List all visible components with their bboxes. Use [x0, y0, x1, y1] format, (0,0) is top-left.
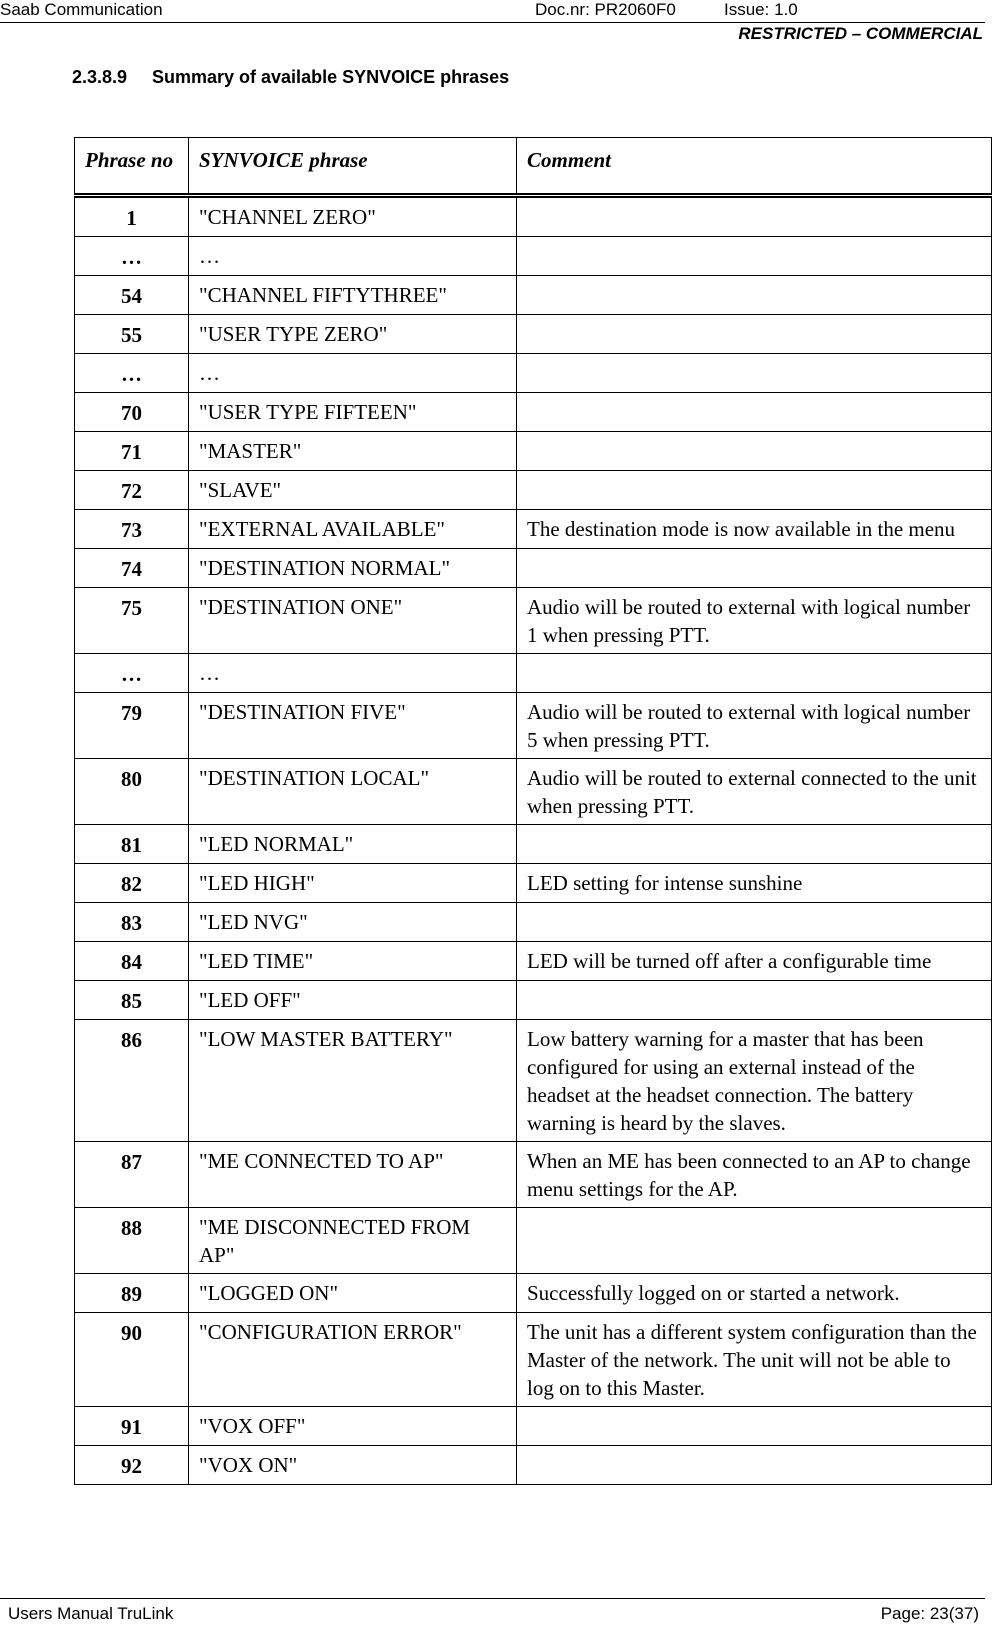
table-row — [75, 1208, 992, 1274]
table-row — [75, 903, 992, 942]
synvoice-phrases-table — [74, 137, 992, 1485]
phrase-number-cell: 81 — [75, 825, 189, 864]
table-row — [75, 864, 992, 903]
section-number: 2.3.8.9 — [72, 67, 128, 87]
phrase-text-cell: "DESTINATION ONE" — [189, 588, 517, 654]
issue-number: Issue: 1.0 — [724, 0, 798, 19]
phrase-number-cell: … — [75, 354, 189, 393]
phrase-number-cell: 71 — [75, 432, 189, 471]
column-header-synvoice-phrase: SYNVOICE phrase — [189, 138, 517, 196]
table-row — [75, 1446, 992, 1485]
phrase-text-cell: "EXTERNAL AVAILABLE" — [189, 510, 517, 549]
table-row — [75, 354, 992, 393]
comment-cell — [517, 654, 992, 693]
table-row — [75, 942, 992, 981]
phrase-number-cell: 54 — [75, 276, 189, 315]
comment-cell: Audio will be routed to external with logical number 5 when pressing PTT. — [517, 693, 992, 759]
table-row — [75, 393, 992, 432]
phrase-text-cell: "LED TIME" — [189, 942, 517, 981]
phrase-text-cell: "DESTINATION NORMAL" — [189, 549, 517, 588]
table-row — [75, 471, 992, 510]
comment-cell — [517, 1208, 992, 1274]
phrase-number-cell: 79 — [75, 693, 189, 759]
phrase-text-cell: "ME CONNECTED TO AP" — [189, 1142, 517, 1208]
phrase-number-cell: 88 — [75, 1208, 189, 1274]
column-header-comment: Comment — [517, 138, 992, 196]
phrase-text-cell: "CHANNEL ZERO" — [189, 196, 517, 237]
comment-cell — [517, 903, 992, 942]
table-header-row — [75, 138, 992, 196]
phrase-text-cell: "CHANNEL FIFTYTHREE" — [189, 276, 517, 315]
manual-title: Users Manual TruLink — [8, 1604, 174, 1623]
phrase-text-cell: "VOX OFF" — [189, 1407, 517, 1446]
comment-cell — [517, 981, 992, 1020]
phrase-text-cell: "CONFIGURATION ERROR" — [189, 1313, 517, 1407]
phrase-number-cell: 90 — [75, 1313, 189, 1407]
table-row — [75, 981, 992, 1020]
table-row — [75, 549, 992, 588]
phrase-number-cell: 92 — [75, 1446, 189, 1485]
comment-cell — [517, 237, 992, 276]
table-row — [75, 825, 992, 864]
phrase-text-cell: "ME DISCONNECTED FROM AP" — [189, 1208, 517, 1274]
phrase-text-cell: "SLAVE" — [189, 471, 517, 510]
phrase-number-cell: 70 — [75, 393, 189, 432]
comment-cell: Audio will be routed to external with logical number 1 when pressing PTT. — [517, 588, 992, 654]
document-number: Doc.nr: PR2060F0 — [535, 0, 676, 19]
classification-label: RESTRICTED – COMMERCIAL — [738, 24, 983, 43]
comment-cell: Successfully logged on or started a network. — [517, 1274, 992, 1313]
phrase-text-cell: "LED HIGH" — [189, 864, 517, 903]
comment-cell: LED will be turned off after a configurable time — [517, 942, 992, 981]
comment-cell — [517, 549, 992, 588]
phrase-number-cell: 91 — [75, 1407, 189, 1446]
phrase-text-cell: "MASTER" — [189, 432, 517, 471]
table-row — [75, 315, 992, 354]
table-row — [75, 654, 992, 693]
comment-cell: The unit has a different system configuration than the Master of the network. The unit will not be able to log on to this Master. — [517, 1313, 992, 1407]
section-title: Summary of available SYNVOICE phrases — [152, 67, 510, 87]
comment-cell — [517, 471, 992, 510]
phrase-number-cell: 75 — [75, 588, 189, 654]
phrase-number-cell: 73 — [75, 510, 189, 549]
comment-cell — [517, 315, 992, 354]
table-row — [75, 1313, 992, 1407]
comment-cell: LED setting for intense sunshine — [517, 864, 992, 903]
phrase-text-cell: "LED OFF" — [189, 981, 517, 1020]
page-footer — [0, 1598, 985, 1629]
phrase-number-cell: … — [75, 654, 189, 693]
table-row — [75, 1407, 992, 1446]
comment-cell — [517, 432, 992, 471]
table-row — [75, 276, 992, 315]
comment-cell — [517, 354, 992, 393]
phrase-number-cell: 86 — [75, 1020, 189, 1142]
phrase-number-cell: 55 — [75, 315, 189, 354]
comment-cell — [517, 1407, 992, 1446]
phrase-text-cell: "VOX ON" — [189, 1446, 517, 1485]
phrase-text-cell: "USER TYPE ZERO" — [189, 315, 517, 354]
phrase-text-cell: … — [189, 237, 517, 276]
table-row — [75, 432, 992, 471]
table-body — [75, 196, 992, 1485]
table-row — [75, 588, 992, 654]
table-row — [75, 196, 992, 237]
phrase-number-cell: 84 — [75, 942, 189, 981]
phrase-number-cell: 1 — [75, 196, 189, 237]
phrase-text-cell: "LED NORMAL" — [189, 825, 517, 864]
table-row — [75, 1142, 992, 1208]
column-header-phrase-no: Phrase no — [75, 138, 189, 196]
comment-cell: Low battery warning for a master that has been configured for using an external instead of the headset at the headset connection. The battery warning is heard by the slaves. — [517, 1020, 992, 1142]
phrase-text-cell: "LED NVG" — [189, 903, 517, 942]
phrase-text-cell: "DESTINATION LOCAL" — [189, 759, 517, 825]
table-row — [75, 237, 992, 276]
phrase-text-cell: "LOGGED ON" — [189, 1274, 517, 1313]
comment-cell — [517, 1446, 992, 1485]
phrase-text-cell: "LOW MASTER BATTERY" — [189, 1020, 517, 1142]
table-row — [75, 759, 992, 825]
phrase-number-cell: 80 — [75, 759, 189, 825]
comment-cell — [517, 825, 992, 864]
comment-cell: Audio will be routed to external connected to the unit when pressing PTT. — [517, 759, 992, 825]
table-row — [75, 1274, 992, 1313]
page-header — [0, 0, 985, 23]
phrase-number-cell: 89 — [75, 1274, 189, 1313]
phrase-number-cell: 85 — [75, 981, 189, 1020]
page-number: Page: 23(37) — [880, 1604, 979, 1623]
comment-cell — [517, 196, 992, 237]
table-row — [75, 1020, 992, 1142]
table-row — [75, 693, 992, 759]
phrase-number-cell: 82 — [75, 864, 189, 903]
comment-cell — [517, 393, 992, 432]
phrase-number-cell: 74 — [75, 549, 189, 588]
phrase-number-cell: 72 — [75, 471, 189, 510]
phrase-number-cell: … — [75, 237, 189, 276]
company-name: Saab Communication — [0, 0, 163, 19]
comment-cell: The destination mode is now available in the menu — [517, 510, 992, 549]
phrase-text-cell: … — [189, 654, 517, 693]
comment-cell — [517, 276, 992, 315]
phrase-text-cell: "USER TYPE FIFTEEN" — [189, 393, 517, 432]
table-row — [75, 510, 992, 549]
phrase-number-cell: 87 — [75, 1142, 189, 1208]
phrase-text-cell: … — [189, 354, 517, 393]
comment-cell: When an ME has been connected to an AP to change menu settings for the AP. — [517, 1142, 992, 1208]
section-heading — [72, 67, 509, 88]
phrase-text-cell: "DESTINATION FIVE" — [189, 693, 517, 759]
phrase-number-cell: 83 — [75, 903, 189, 942]
